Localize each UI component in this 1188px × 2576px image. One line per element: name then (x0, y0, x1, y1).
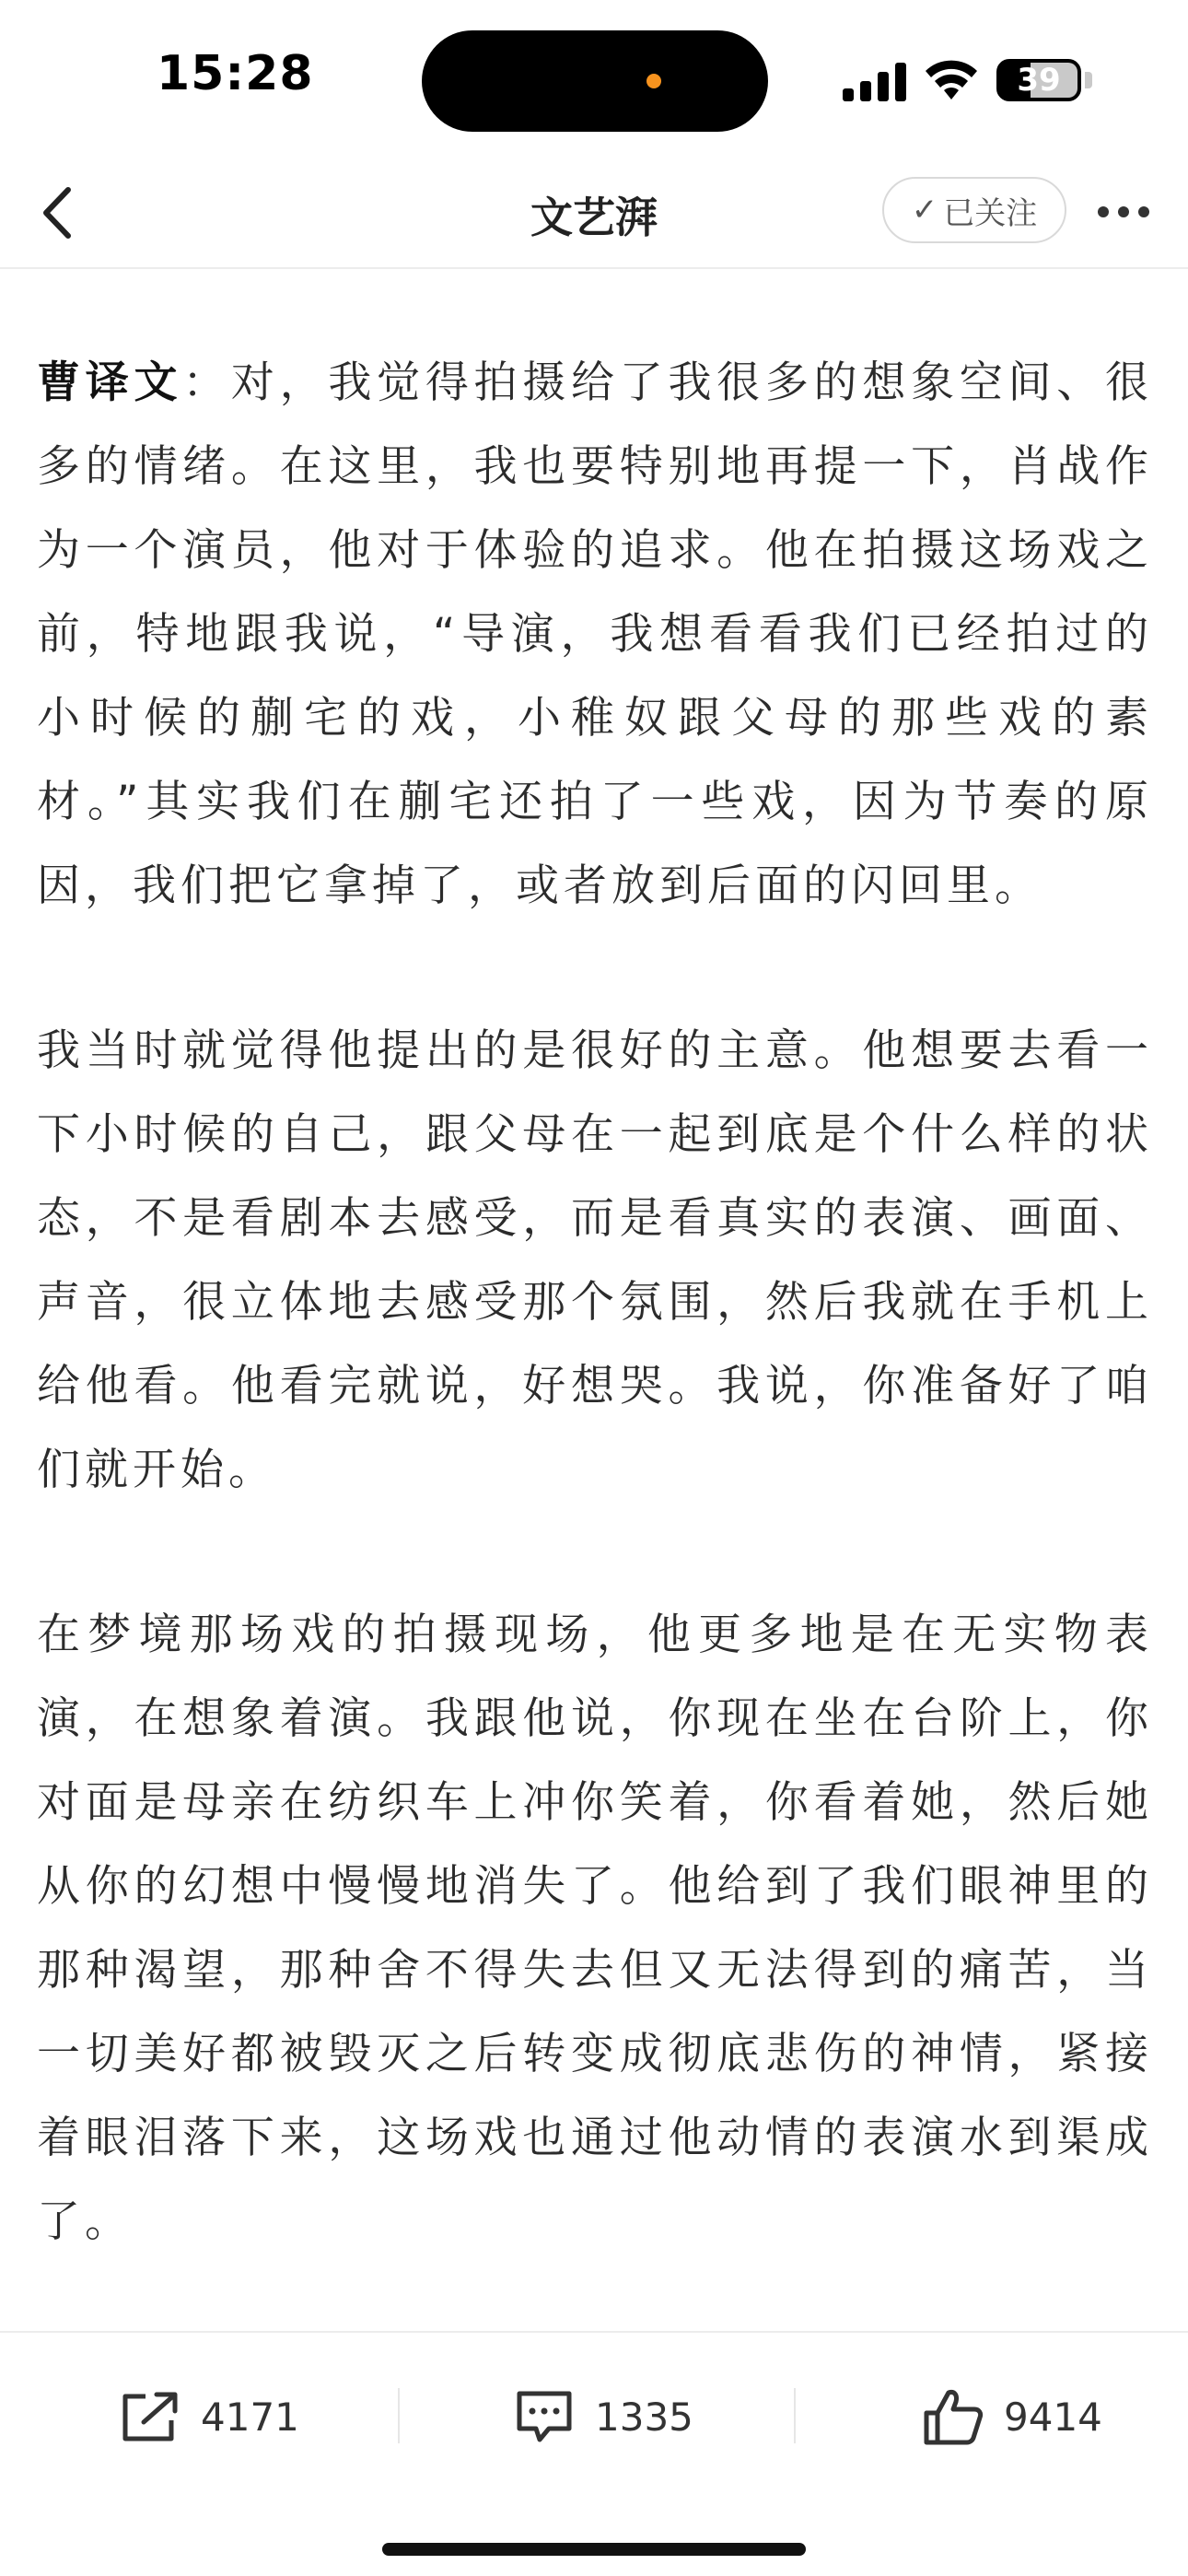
share-button[interactable] (118, 2384, 299, 2449)
share-icon (118, 2389, 182, 2444)
action-bar (0, 2331, 1188, 2497)
cellular-signal-icon (843, 61, 907, 101)
follow-button[interactable] (882, 177, 1066, 243)
more-options-button[interactable] (1087, 184, 1160, 240)
article-paragraph: 在梦境那场戏的拍摄现场，他更多地是在无实物表演，在想象着演。我跟他说，你现在坐在台阶上，你对面是母亲在纺织车上冲你笑着，你看着她，然后她从你的幻想中慢慢地消失了。他给到了我们眼神里的那种渴望，那种舍不得失去但又无法得到的痛苦，当一切美好都被毁灭之后转变成彻底悲伤的神情，紧接着眼泪落下来，这场戏也通过他动情的表演水到渠成了。 (37, 1610, 1153, 2247)
back-button[interactable] (28, 177, 92, 249)
home-indicator (382, 2543, 806, 2556)
dot-icon (1098, 206, 1109, 217)
checkmark-icon: ✓ (911, 192, 938, 228)
article-paragraph: 我当时就觉得他提出的是很好的主意。他想要去看一下小时候的自己，跟父母在一起到底是个什么样的状态，不是看剧本去感受，而是看真实的表演、画面、声音，很立体地去感受那个氛围，然后我就在手机上给他看。他看完就说，好想哭。我说，你准备好了咱们就开始。 (37, 1025, 1153, 1495)
wifi-icon (924, 57, 979, 101)
comment-icon (512, 2388, 577, 2445)
thumbs-up-icon (921, 2387, 985, 2446)
dot-icon (1138, 206, 1149, 217)
battery-icon (996, 59, 1081, 101)
article-body (37, 341, 1153, 2264)
like-button[interactable] (921, 2384, 1102, 2449)
dot-icon (1118, 206, 1129, 217)
battery-cap (1085, 72, 1092, 88)
battery-level: 39 (1017, 62, 1061, 99)
comment-count: 1335 (595, 2394, 693, 2440)
follow-label: 已关注 (943, 194, 1038, 232)
speaker-name: 曹译文 (37, 357, 183, 408)
article-paragraph (37, 341, 1153, 928)
nav-bar (0, 157, 1188, 269)
divider (794, 2388, 796, 2443)
like-count: 9414 (1004, 2394, 1102, 2440)
status-time: 15:28 (157, 46, 314, 101)
camera-indicator-icon (646, 74, 661, 88)
comment-button[interactable] (512, 2384, 693, 2449)
divider (398, 2388, 400, 2443)
status-bar (0, 0, 1188, 157)
page-title: 文艺湃 (530, 193, 658, 242)
share-count: 4171 (201, 2394, 299, 2440)
paragraph-text: ：对，我觉得拍摄给了我很多的想象空间、很多的情绪。在这里，我也要特别地再提一下，肖战作为一个演员，他对于体验的追求。他在拍摄这场戏之前，特地跟我说，“导演，我想看看我们已经拍过的小时候的蒯宅的戏，小稚奴跟父母的那些戏的素材。”其实我们在蒯宅还拍了一些戏，因为节奏的原因，我们把它拿掉了，或者放到后面的闪回里。 (37, 357, 1154, 911)
dynamic-island (422, 30, 768, 132)
